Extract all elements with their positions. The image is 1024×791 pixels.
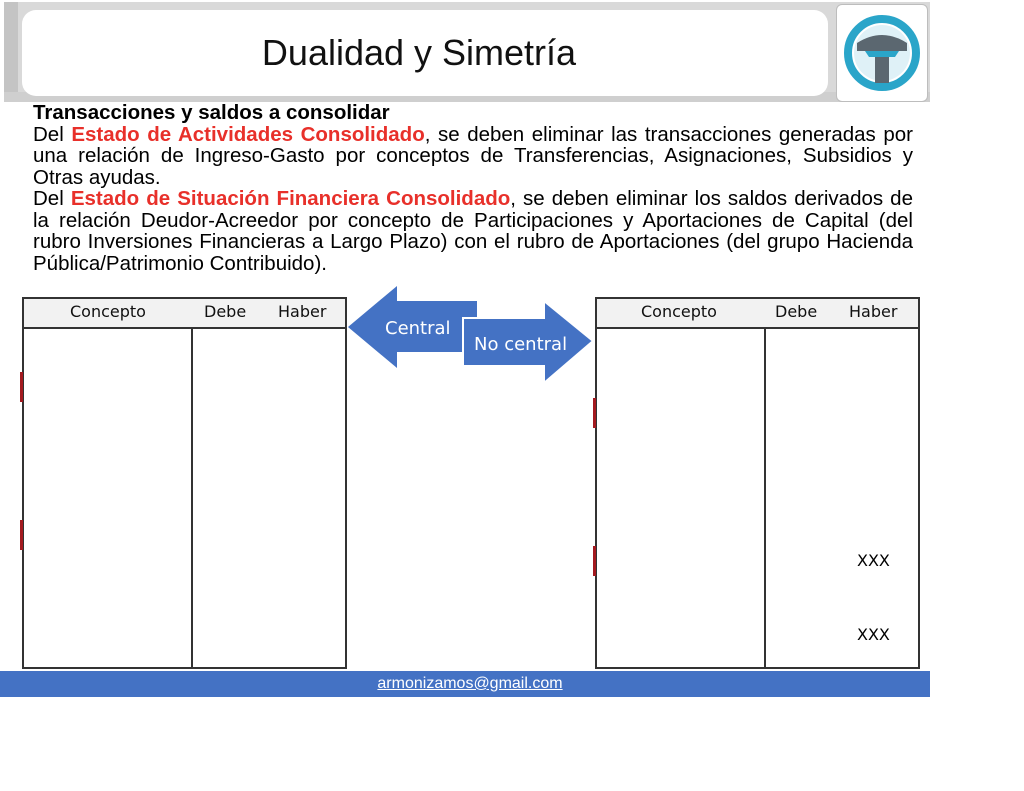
right-account-divider bbox=[764, 329, 766, 667]
red-mark bbox=[20, 372, 23, 402]
paragraph-situacion bbox=[33, 188, 913, 274]
left-account-header bbox=[24, 299, 345, 329]
para2-body: , se deben eliminar los saldos derivados de la relación Deudor-Acreedor por concepto de Participaciones y Aportaciones de Capital (del rubro Inversiones Financieras a Largo Plazo) con el rubro de Aportaciones (del grupo Hacienda Pública/Patrimonio Contribuido). bbox=[33, 187, 913, 275]
left-account-divider bbox=[191, 329, 193, 667]
para1-body: , se deben eliminar las transacciones generadas por una relación de Ingreso-Gasto por conceptos de Transferencias, Asignaciones, Subsidios y Otras ayudas. bbox=[33, 122, 913, 189]
red-mark bbox=[593, 546, 596, 576]
right-header-concepto: Concepto bbox=[641, 302, 717, 321]
left-header-concepto: Concepto bbox=[70, 302, 146, 321]
footer-bar bbox=[0, 671, 930, 697]
haber-entry: XXX bbox=[857, 551, 890, 570]
red-mark bbox=[20, 520, 23, 550]
flow-arrows bbox=[345, 285, 600, 395]
right-account-header bbox=[597, 299, 918, 329]
logo-icon bbox=[843, 13, 921, 93]
red-mark bbox=[593, 398, 596, 428]
section-heading: Transacciones y saldos a consolidar bbox=[33, 101, 390, 124]
para2-prefix: Del bbox=[33, 187, 71, 210]
left-t-account bbox=[22, 297, 347, 669]
right-header-debe: Debe bbox=[775, 302, 818, 321]
right-t-account bbox=[595, 297, 920, 669]
logo bbox=[836, 4, 928, 102]
left-header-debe: Debe bbox=[204, 302, 247, 321]
right-header-haber: Haber bbox=[849, 302, 898, 321]
highlight-estado-situacion: Estado de Situación Financiera Consolidado bbox=[70, 187, 511, 210]
no-central-arrow-label: No central bbox=[474, 334, 568, 355]
left-header-haber: Haber bbox=[278, 302, 327, 321]
highlight-estado-actividades: Estado de Actividades Consolidado bbox=[71, 122, 425, 146]
paragraph-actividades bbox=[33, 124, 913, 189]
text-block bbox=[33, 102, 913, 274]
haber-entry: XXX bbox=[857, 625, 890, 644]
page-title: Dualidad y Simetría bbox=[261, 32, 577, 73]
footer-email-link[interactable]: armonizamos@gmail.com bbox=[377, 675, 563, 692]
para1-prefix: Del bbox=[33, 122, 72, 146]
header-band bbox=[4, 2, 930, 102]
central-arrow-label: Central bbox=[385, 318, 451, 339]
